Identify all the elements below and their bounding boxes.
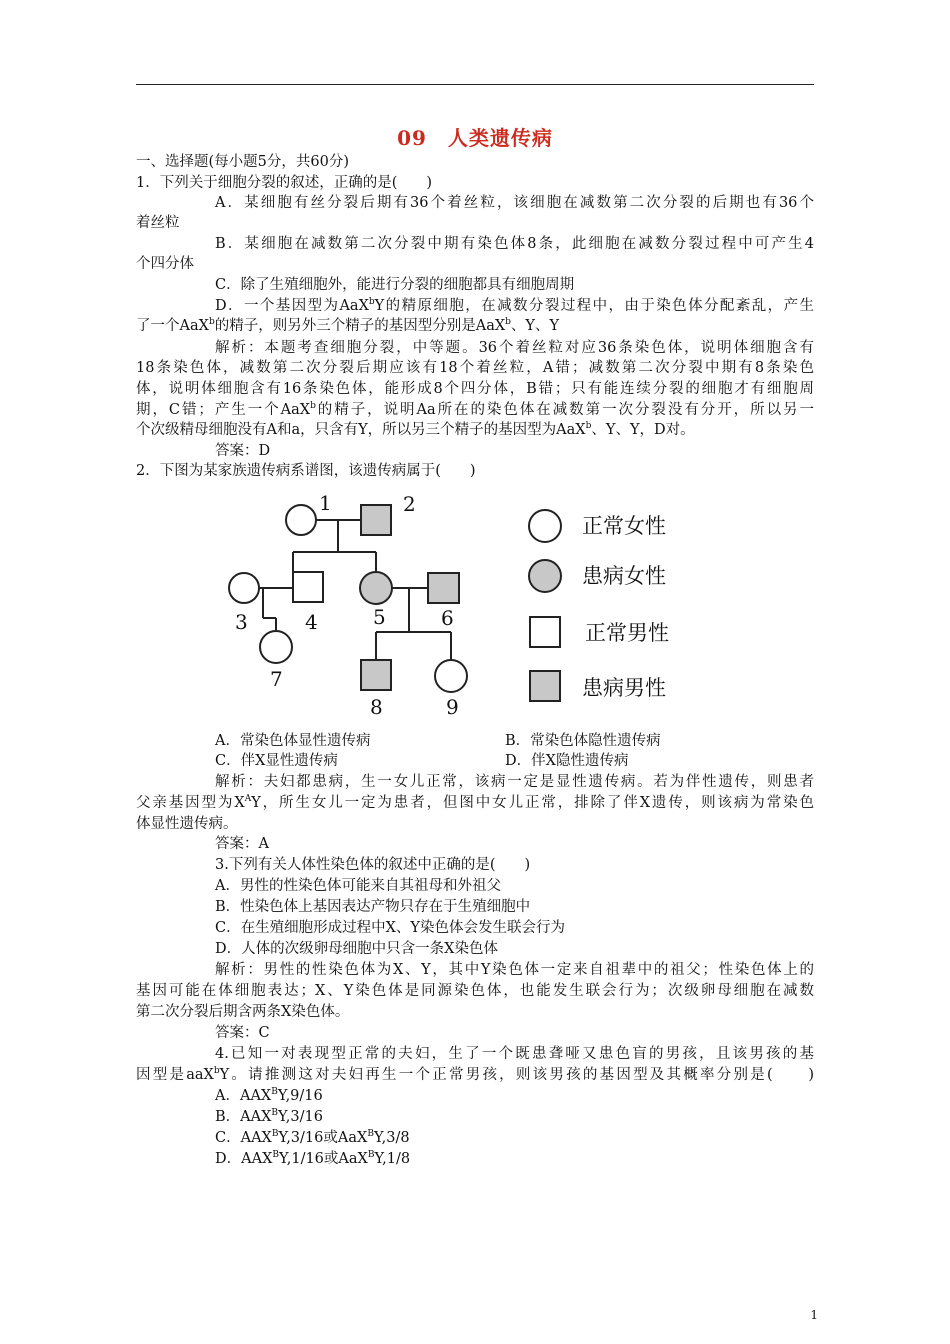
q3-option-a: A．男性的性染色体可能来自其祖母和外祖父	[215, 878, 501, 894]
individual-2-affected-male	[361, 505, 391, 535]
q2-option-c: C．伴X显性遗传病	[215, 753, 338, 769]
header-rule	[136, 84, 814, 85]
individual-1-normal-female	[286, 505, 316, 535]
q4-option-c: C．$AAX^BY,3/16$或AaX$^B$Y,3/8	[215, 1129, 410, 1146]
q1-stem: 1．下列关于细胞分裂的叙述，正确的是( )	[136, 175, 433, 191]
q1-explanation-4: 期，C错；产生一个AaX$^b$的精子，说明Aa所在的染色体在减数第一次分裂没有分开，所以另一	[136, 401, 814, 418]
q2-stem: 2．下图为某家族遗传病系谱图，该遗传病属于( )	[136, 463, 476, 479]
q1-option-c: C．除了生殖细胞外，能进行分裂的细胞都具有细胞周期	[215, 277, 575, 293]
page-title: 09 人类遗传病	[397, 126, 553, 150]
legend-affected-female: 患病女性	[582, 564, 666, 588]
label-8: 8	[370, 695, 383, 719]
q2-explanation-3: 体显性遗传病。	[136, 816, 238, 832]
label-4: 4	[305, 610, 318, 634]
q2-answer: 答案：A	[215, 836, 269, 852]
q2-explanation-2: 父亲基因型为$X^AY$，所生女儿一定为患者，但图中女儿正常，排除了伴X遗传，则该病为常染色	[136, 794, 814, 811]
q1-explanation-3: 体，说明体细胞含有16条染色体，能形成8个四分体，B错；只有能连续分裂的细胞才有细胞周	[136, 381, 814, 397]
legend-affected-male: 患病男性	[582, 676, 666, 700]
q1-option-d: D．一个基因型为AaX$^b$Y的精原细胞，在减数分裂过程中，由于染色体分配紊乱，产生	[215, 297, 814, 314]
q3-stem: 3.下列有关人体性染色体的叙述中正确的是( )	[215, 857, 531, 873]
legend-normal-female: 正常女性	[582, 514, 666, 538]
q3-option-c: C．在生殖细胞形成过程中X、Y染色体会发生联会行为	[215, 920, 565, 936]
q3-answer: 答案：C	[215, 1025, 270, 1041]
page-number: 1	[810, 1308, 818, 1322]
individual-3-normal-female	[229, 573, 259, 603]
q1-option-b: B．某细胞在减数第二次分裂中期有染色体8条，此细胞在减数分裂过程中可产生4	[215, 236, 814, 252]
q1-option-a: A．某细胞有丝分裂后期有36个着丝粒，该细胞在减数第二次分裂的后期也有36个	[215, 195, 814, 211]
individual-6-affected-male	[428, 573, 459, 603]
label-6: 6	[441, 606, 454, 630]
q3-explanation-2: 基因可能在体细胞表达；X、Y染色体是同源染色体，也能发生联会行为；次级卵母细胞在减数	[136, 983, 814, 999]
q3-option-b: B．性染色体上基因表达产物只存在于生殖细胞中	[215, 899, 531, 915]
legend-affected-male-icon	[530, 671, 560, 701]
label-3: 3	[235, 610, 248, 634]
individual-4-normal-male	[293, 572, 323, 602]
individual-8-affected-male	[361, 660, 391, 690]
q2-option-d: D．伴X隐性遗传病	[505, 753, 629, 769]
q2-explanation: 解析：夫妇都患病，生一女儿正常，该病一定是显性遗传病。若为伴性遗传，则患者	[215, 774, 814, 790]
q4-stem-2: 因型是aaX$^b$Y。请推测这对夫妇再生一个正常男孩，则该男孩的基因型及其概率分别是( )	[136, 1066, 814, 1083]
label-1: 1	[319, 491, 332, 515]
label-5: 5	[373, 605, 386, 629]
q1-explanation: 解析：本题考查细胞分裂，中等题。36个着丝粒对应36条染色体，说明体细胞含有	[215, 340, 814, 356]
legend-normal-male: 正常男性	[585, 621, 669, 645]
legend-normal-female-icon	[529, 510, 561, 542]
q4-stem: 4.已知一对表现型正常的夫妇，生了一个既患聋哑又患色盲的男孩，且该男孩的基	[215, 1046, 814, 1062]
q2-option-b: B．常染色体隐性遗传病	[505, 733, 661, 749]
individual-7-normal-female	[260, 631, 292, 663]
legend-normal-male-icon	[530, 617, 560, 647]
q3-explanation-3: 第二次分裂后期含两条X染色体。	[136, 1004, 350, 1020]
label-2: 2	[403, 492, 416, 516]
individual-9-normal-female	[435, 660, 467, 692]
q1-explanation-5: 个次级精母细胞没有A和a，只含有Y，所以另三个精子的基因型为AaX$^b$、Y、Y，D对。	[136, 421, 695, 438]
q4-option-a: A．$AAX^BY,9/16$	[215, 1087, 323, 1104]
q1-option-d-cont: 了一个AaX$^b$的精子，则另外三个精子的基因型分别是AaX$^b$、Y、Y	[136, 317, 560, 334]
label-9: 9	[446, 695, 459, 719]
pedigree-chart	[215, 490, 705, 720]
q4-option-d: D．$AAX^BY,1/16$或AaX$^B$Y,1/8	[215, 1150, 411, 1167]
q3-option-d: D．人体的次级卵母细胞中只含一条X染色体	[215, 941, 498, 957]
q1-answer: 答案：D	[215, 443, 271, 459]
q1-option-a-cont: 着丝粒	[136, 215, 180, 231]
individual-5-affected-female	[360, 572, 392, 604]
q2-option-a: A．常染色体显性遗传病	[215, 733, 371, 749]
q1-explanation-2: 18条染色体，减数第二次分裂后期应该有18个着丝粒，A错；减数第二次分裂中期有8条染色	[136, 360, 814, 376]
label-7: 7	[270, 667, 283, 691]
section-heading: 一、选择题(每小题5分，共60分)	[136, 154, 349, 170]
q3-explanation: 解析：男性的性染色体为X、Y，其中Y染色体一定来自祖辈中的祖父；性染色体上的	[215, 962, 814, 978]
legend-affected-female-icon	[529, 560, 561, 592]
q1-option-b-cont: 个四分体	[136, 256, 194, 272]
q4-option-b: B．$AAX^BY,3/16$	[215, 1108, 323, 1125]
